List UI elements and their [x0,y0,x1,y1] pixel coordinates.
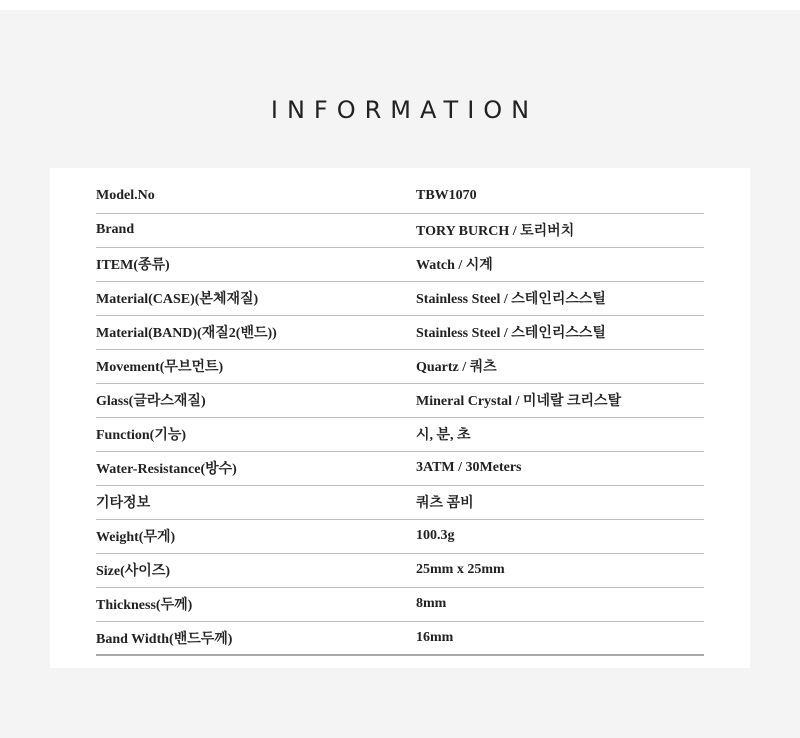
spec-card [50,168,750,668]
spec-value: 100.3g [416,528,455,543]
spec-value: 3ATM / 30Meters [416,460,522,475]
spec-value: Stainless Steel / 스테인리스스틸 [416,292,606,307]
spec-value: 8mm [416,596,447,611]
spec-row [96,451,704,485]
spec-label: Material(CASE)(본체재질) [96,292,259,307]
spec-row [96,247,704,281]
spec-row [96,315,704,349]
spec-label: Movement(무브먼트) [96,360,224,375]
section-heading: INFORMATION [270,96,539,124]
spec-row [96,281,704,315]
spec-label: Weight(무게) [96,530,176,545]
spec-label: Glass(글라스재질) [96,394,206,409]
spec-row [96,383,704,417]
spec-value: 쿼츠 콤비 [416,496,474,511]
spec-label: Water-Resistance(방수) [96,462,237,477]
information-section [0,10,800,738]
spec-label: Material(BAND)(재질2(밴드)) [96,326,277,341]
spec-value: 시, 분, 초 [416,428,471,443]
spec-value: Stainless Steel / 스테인리스스틸 [416,326,606,341]
spec-value: Watch / 시계 [416,258,493,273]
spec-table [96,179,704,656]
spec-label: Brand [96,222,135,237]
spec-table-body [96,179,704,655]
spec-row [96,621,704,655]
spec-row [96,349,704,383]
spec-label: Model.No [96,187,155,203]
spec-row [96,213,704,247]
spec-value: TBW1070 [416,187,477,203]
spec-value: TORY BURCH / 토리버치 [416,224,575,239]
spec-row [96,587,704,621]
spec-value: Mineral Crystal / 미네랄 크리스탈 [416,394,622,409]
spec-label: Band Width(밴드두께) [96,631,233,647]
spec-value: Quartz / 쿼츠 [416,360,497,375]
spec-row [96,519,704,553]
spec-label: 기타정보 [96,496,151,511]
spec-value: 25mm x 25mm [416,562,505,577]
spec-row [96,485,704,519]
spec-row [96,417,704,451]
spec-label: Thickness(두께) [96,598,193,613]
spec-label: ITEM(종류) [96,258,170,273]
spec-row [96,553,704,587]
spec-label: Function(기능) [96,428,187,443]
spec-label: Size(사이즈) [96,564,170,579]
spec-row [96,179,704,213]
spec-value: 16mm [416,629,454,645]
